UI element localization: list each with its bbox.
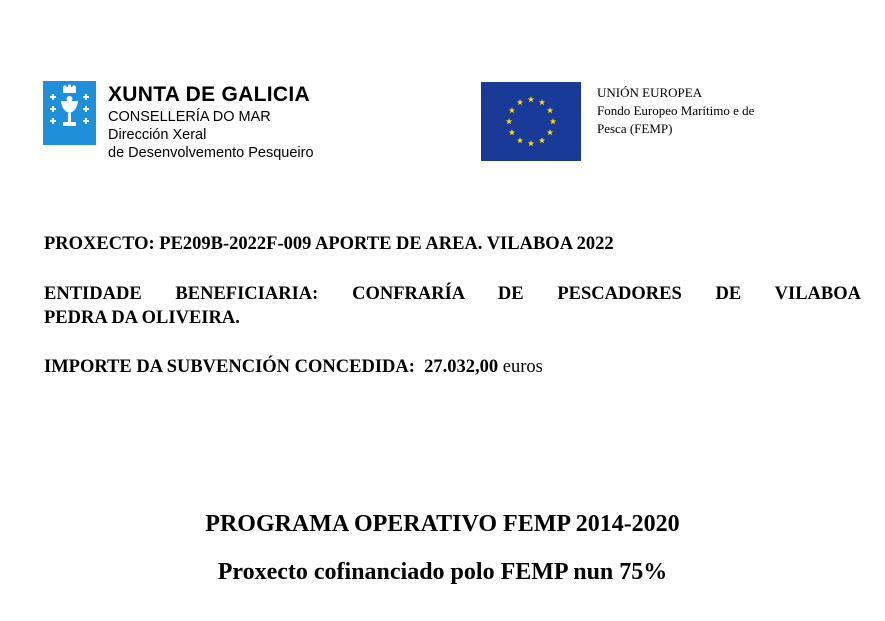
eu-line-3: Pesca (FEMP) xyxy=(597,121,673,136)
xunta-direction: Dirección Xeral xyxy=(108,127,207,143)
project-line: PROXECTO: PE209B-2022F-009 APORTE DE AREA. VILABOA 2022 xyxy=(44,234,614,254)
beneficiary-line-2: PEDRA DA OLIVEIRA. xyxy=(44,308,240,328)
xunta-department: CONSELLERÍA DO MAR xyxy=(108,109,271,125)
eu-star-icon xyxy=(539,99,545,105)
eu-flag xyxy=(481,82,581,161)
eu-line-1: UNIÓN EUROPEA xyxy=(597,85,703,100)
cofinancing-title: Proxecto cofinanciado polo FEMP nun 75% xyxy=(217,559,668,585)
xunta-name: XUNTA DE GALICIA xyxy=(108,83,310,106)
xunta-logo xyxy=(43,81,96,145)
eu-star-icon xyxy=(539,137,545,143)
amount-line xyxy=(44,355,861,379)
eu-star-icon xyxy=(547,107,553,113)
eu-star-icon xyxy=(509,107,515,113)
programme-title: PROGRAMA OPERATIVO FEMP 2014-2020 xyxy=(205,511,680,537)
xunta-header xyxy=(108,82,314,162)
eu-line-2: Fondo Europeo Marítimo e de xyxy=(597,103,755,118)
beneficiary-line-1: ENTIDADE BENEFICIARIA: CONFRARÍA DE PESCADORES DE VILABOA xyxy=(44,284,861,304)
eu-star-icon xyxy=(517,99,523,105)
eu-star-icon xyxy=(528,96,534,102)
eu-header xyxy=(597,84,754,138)
eu-star-icon xyxy=(517,137,523,143)
eu-star-icon xyxy=(547,129,553,135)
eu-star-icon xyxy=(550,118,556,124)
eu-star-icon xyxy=(509,129,515,135)
eu-stars-icon xyxy=(481,82,581,161)
xunta-subdirection: de Desenvolvemento Pesqueiro xyxy=(108,145,314,161)
eu-star-icon xyxy=(506,118,512,124)
amount-value: 27.032,00 xyxy=(424,357,499,377)
galicia-coat-of-arms-icon xyxy=(43,81,96,145)
beneficiary-block xyxy=(44,282,861,330)
amount-unit: euros xyxy=(502,357,543,377)
amount-label: IMPORTE DA SUBVENCIÓN CONCEDIDA: xyxy=(44,357,415,377)
eu-star-icon xyxy=(528,140,534,146)
